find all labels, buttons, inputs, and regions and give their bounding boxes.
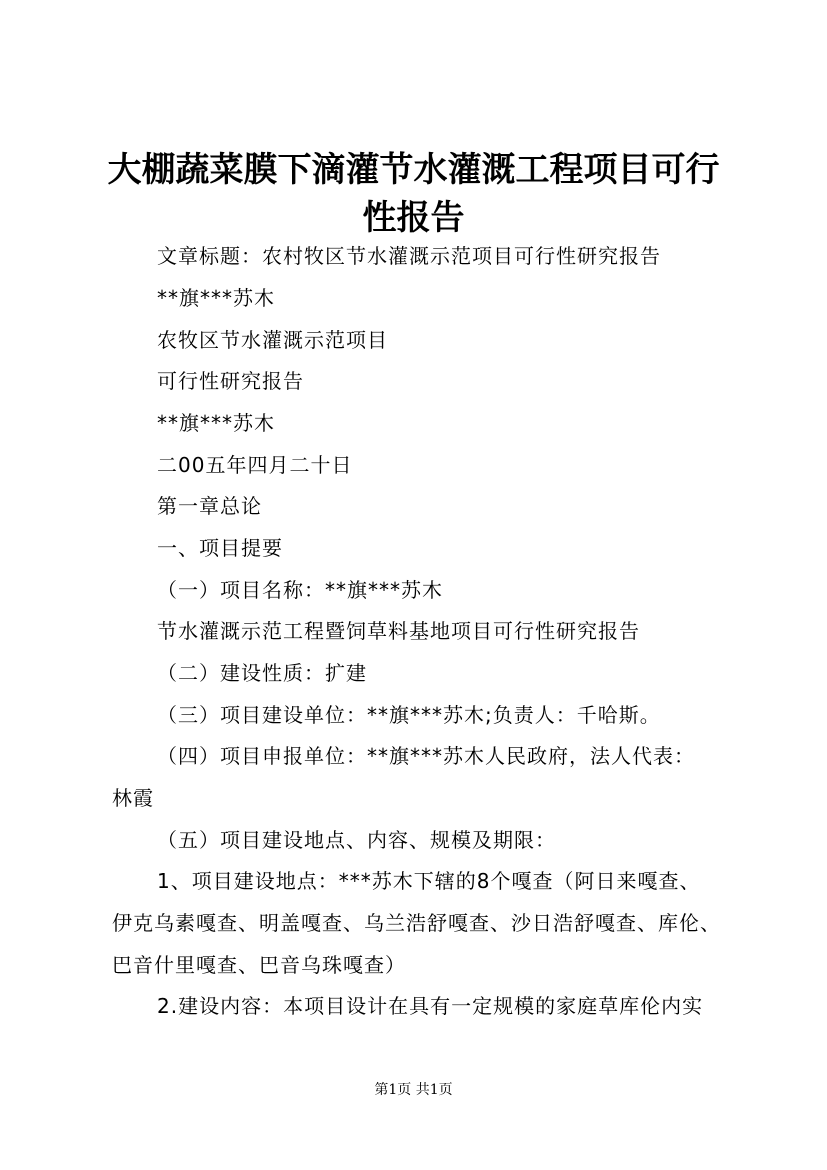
chapter-heading: 第一章总论 [157, 494, 262, 518]
paragraph-banner-unit: **旗***苏木 [157, 286, 275, 310]
paragraph-location-2: 伊克乌素嘎查、明盖嘎查、乌兰浩舒嘎查、沙日浩舒嘎查、库伦、 [112, 911, 721, 935]
paragraph-item-1: （一）项目名称：**旗***苏木 [157, 578, 443, 602]
paragraph-item-3: （三）项目建设单位：**旗***苏木;负责人：千哈斯。 [157, 703, 661, 727]
paragraph-item-1-cont: 节水灌溉示范工程暨饲草料基地项目可行性研究报告 [157, 619, 640, 643]
paragraph-item-5: （五）项目建设地点、内容、规模及期限： [157, 828, 556, 852]
paragraph-item-4-cont: 林霞 [112, 786, 154, 810]
paragraph-date: 二00五年四月二十日 [157, 453, 353, 477]
paragraph-unit-repeat: **旗***苏木 [157, 411, 275, 435]
section-heading: 一、项目提要 [157, 536, 283, 560]
page-footer: 第1页 共1页 [374, 1082, 453, 1098]
paragraph-project-name: 农牧区节水灌溉示范项目 [157, 328, 388, 352]
paragraph-content: 2.建设内容：本项目设计在具有一定规模的家庭草库伦内实 [157, 994, 704, 1018]
paragraph-article-title: 文章标题：农村牧区节水灌溉示范项目可行性研究报告 [157, 244, 661, 268]
paragraph-item-4: （四）项目申报单位：**旗***苏木人民政府，法人代表： [157, 744, 695, 768]
paragraph-item-2: （二）建设性质：扩建 [157, 661, 367, 685]
paragraph-location-1: 1、项目建设地点：***苏木下辖的8个嘎查（阿日来嘎查、 [157, 869, 701, 893]
paragraph-location-3: 巴音什里嘎查、巴音乌珠嘎查） [112, 953, 406, 977]
document-title: 大棚蔬菜膜下滴灌节水灌溉工程项目可行性报告 [107, 150, 720, 238]
paragraph-report-type: 可行性研究报告 [157, 369, 304, 393]
